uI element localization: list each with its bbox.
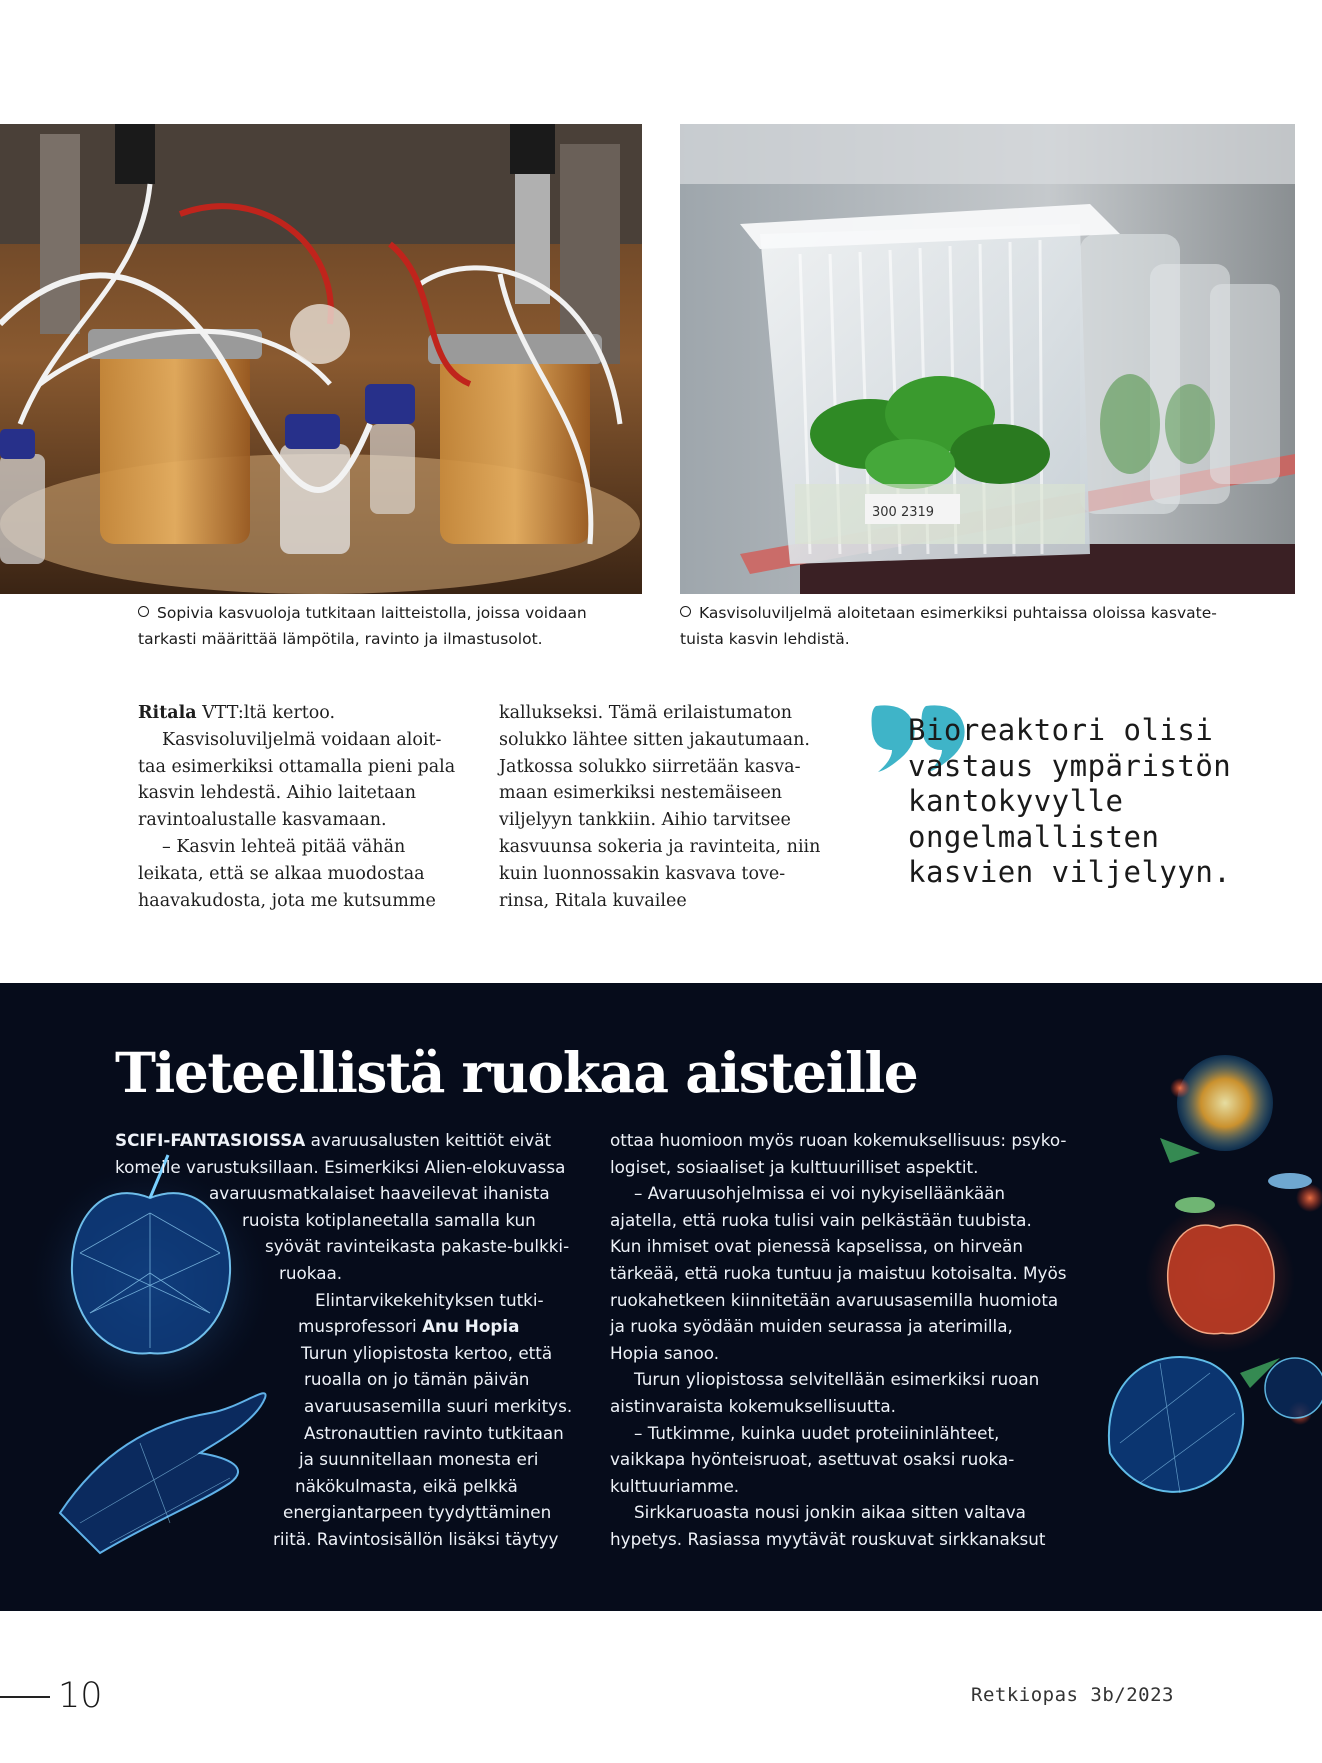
caption-line: Sopivia kasvuoloja tutkitaan laitteistolla, joissa voidaan <box>157 604 587 622</box>
pull-quote-line: kantokyvylle <box>908 784 1124 818</box>
caption-line: Kasvisoluviljelmä aloitetaan esimerkiksi puhtaissa oloissa kasvate- <box>699 604 1217 622</box>
body-line: Jatkossa solukko siirretään kasva- <box>499 756 801 777</box>
body-line: Kun ihmiset ovat pienessä kapselissa, on hirveän <box>610 1236 1023 1257</box>
body-line: ottaa huomioon myös ruoan kokemuksellisuus: psyko- <box>610 1130 1067 1150</box>
caption-bullet-icon <box>138 606 149 617</box>
body-line: hypetys. Rasiassa myytävät rouskuvat sirkkanaksut <box>610 1528 1046 1549</box>
body-line: energiantarpeen tyydyttäminen <box>283 1502 552 1523</box>
body-line: komeile varustuksillaan. Esimerkiksi Alien-elokuvassa <box>115 1156 566 1177</box>
caption-right <box>680 600 1217 652</box>
body-line: Kasvisoluviljelmä voidaan aloit- <box>162 729 442 750</box>
pull-quote-line: kasvien viljelyyn. <box>908 855 1232 889</box>
body-line: ja ruoka syödään muiden seurassa ja aterimilla, <box>610 1316 1013 1337</box>
feature-headline: Tieteellistä ruokaa aisteille <box>115 1040 918 1105</box>
plant-cell-culture-photo <box>680 124 1295 594</box>
interviewee-name: Ritala <box>138 703 197 723</box>
pull-quote-line: vastaus ympäristön <box>908 748 1232 783</box>
glowing-fruit-icon <box>1109 1055 1322 1493</box>
footer-rule <box>0 1696 50 1698</box>
body-line: Hopia sanoo. <box>610 1342 720 1363</box>
body-line: syövät ravinteikasta pakaste-bulkki- <box>265 1236 570 1257</box>
body-line: – Kasvin lehteä pitää vähän <box>162 836 406 857</box>
body-line: avaruusasemilla suuri merkitys. <box>304 1395 573 1416</box>
svg-text:300 2319: 300 2319 <box>872 505 935 520</box>
body-line: vaikkapa hyönteisruoat, asettuvat osaksi ruoka- <box>610 1449 1015 1470</box>
body-line: maan esimerkiksi nestemäiseen <box>499 783 783 804</box>
body-text: avaruusalusten keittiöt eivät <box>305 1130 552 1150</box>
body-line: avaruusmatkalaiset haaveilevat ihanista <box>209 1183 550 1204</box>
bioreactor-lab-photo <box>0 124 642 594</box>
lead-caps: SCIFI-FANTASIOISSA <box>115 1130 306 1150</box>
body-line: solukko lähtee sitten jakautumaan. <box>499 729 810 750</box>
body-line: rinsa, Ritala kuvailee <box>499 890 687 911</box>
body-line: ravintoalustalle kasvamaan. <box>138 810 387 831</box>
feature-column-1 <box>115 1127 572 1553</box>
article-column-1 <box>138 700 478 914</box>
caption-line: tarkasti määrittää lämpötila, ravinto ja ilmastusolot. <box>138 630 543 648</box>
article-column-2 <box>499 700 839 914</box>
body-line: viljelyyn tankkiin. Aihio tarvitsee <box>499 810 791 831</box>
body-line: ruoista kotiplaneetalla samalla kun <box>242 1209 536 1230</box>
body-text: VTT:ltä kertoo. <box>196 703 336 723</box>
pull-quote <box>908 713 1231 891</box>
body-line: – Tutkimme, kuinka uudet proteiininlähteet, <box>634 1422 1000 1443</box>
body-line: taa esimerkiksi ottamalla pieni pala <box>138 756 456 777</box>
body-line: – Avaruusohjelmissa ei voi nykyiselläänkään <box>634 1183 1006 1204</box>
magazine-issue: Retkiopas 3b/2023 <box>971 1684 1174 1706</box>
body-text: musprofessori <box>298 1316 423 1337</box>
caption-line: tuista kasvin lehdistä. <box>680 630 850 648</box>
body-line: ruoalla on jo tämän päivän <box>304 1369 530 1390</box>
body-line: haavakudosta, jota me kutsumme <box>138 890 436 911</box>
body-line: ajatella, että ruoka tulisi vain pelkästään tuubista. <box>610 1209 1032 1230</box>
page-number: 10 <box>58 1676 103 1716</box>
body-line: kasvin lehdestä. Aihio laitetaan <box>138 783 417 804</box>
body-line: logiset, sosiaaliset ja kulttuurilliset aspektit. <box>610 1156 979 1177</box>
body-line: kallukseksi. Tämä erilaistumaton <box>499 703 793 723</box>
body-line: kulttuuriamme. <box>610 1475 740 1496</box>
body-line: tärkeää, että ruoka tuntuu ja maistuu kotoisalta. Myös <box>610 1262 1067 1283</box>
body-line: aistinvaraista kokemuksellisuutta. <box>610 1395 896 1416</box>
feature-column-2 <box>610 1127 1066 1553</box>
body-line: leikata, että se alkaa muodostaa <box>138 863 425 884</box>
pull-quote-line: Bioreaktori olisi <box>908 713 1214 747</box>
body-line: Astronauttien ravinto tutkitaan <box>304 1422 564 1443</box>
body-line: Turun yliopistossa selvitellään esimerkiksi ruoan <box>634 1369 1040 1390</box>
body-line: Turun yliopistosta kertoo, että <box>301 1342 553 1363</box>
body-line: kasvuunsa sokeria ja ravinteita, niin <box>499 836 821 857</box>
body-line: riitä. Ravintosisällön lisäksi täytyy <box>273 1528 559 1549</box>
caption-bullet-icon <box>680 606 691 617</box>
body-line: ruokaa. <box>279 1262 343 1283</box>
expert-name: Anu Hopia <box>422 1316 520 1337</box>
body-line: ja suunnitellaan monesta eri <box>299 1449 539 1470</box>
pull-quote-line: ongelmallisten <box>908 819 1160 854</box>
body-line: näkökulmasta, eikä pelkkä <box>295 1475 518 1496</box>
body-line: kuin luonnossakin kasvava tove- <box>499 863 786 884</box>
body-line: Sirkkaruoasta nousi jonkin aikaa sitten valtava <box>634 1502 1026 1523</box>
body-line: Elintarvikekehityksen tutki- <box>315 1289 544 1310</box>
caption-left <box>138 600 587 652</box>
body-line: ruokahetkeen kiinnitetään avaruusasemilla huomiota <box>610 1289 1059 1310</box>
